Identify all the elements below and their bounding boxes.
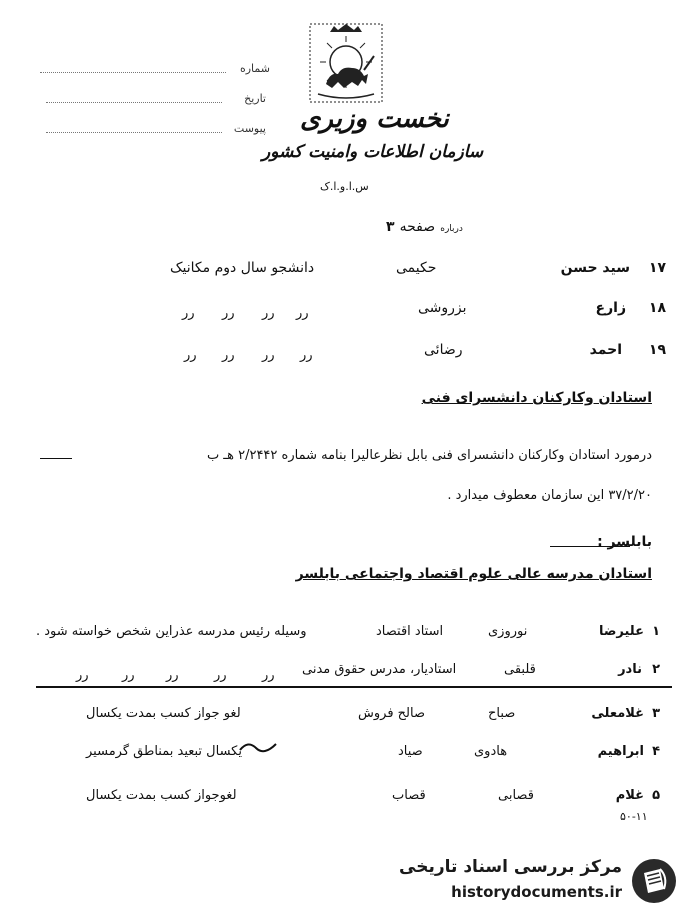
attachment-label: پیوست xyxy=(233,122,266,135)
student-num: ۱۸ xyxy=(648,300,666,316)
babolsar-heading: استادان مدرسه عالی علوم اقتصاد واجتماعی بابلسر xyxy=(295,566,652,582)
row-role: استاد اقتصاد xyxy=(376,624,444,639)
row-num: ۵ xyxy=(652,788,660,803)
student-num: ۱۷ xyxy=(648,260,666,276)
student-last-name: رضائی xyxy=(424,342,463,358)
ditto-mark: رر xyxy=(122,668,135,683)
row-num: ۳ xyxy=(652,706,660,721)
number-label: شماره xyxy=(239,62,270,75)
city-heading: بابلسر : xyxy=(597,534,652,550)
ditto-mark: رر xyxy=(300,348,313,363)
row-first-name: ابراهیم xyxy=(597,744,644,759)
lion-and-sun-emblem-icon xyxy=(308,22,384,104)
page-note-prefix: درباره xyxy=(440,224,463,234)
ditto-mark: رر xyxy=(214,668,227,683)
row-role: استادیار، مدرس حقوق مدنی xyxy=(302,662,457,677)
row-last-name: صباح xyxy=(488,706,516,721)
row-last-name: نوروزی xyxy=(488,624,528,639)
ditto-mark: رر xyxy=(262,668,275,683)
number-dots xyxy=(40,72,226,73)
row-first-name: نادر xyxy=(618,662,642,677)
ditto-mark: رر xyxy=(182,306,195,321)
ditto-mark: رر xyxy=(262,348,275,363)
ditto-mark: رر xyxy=(184,348,197,363)
attachment-field xyxy=(46,122,266,138)
row-note: یکسال تبعید بمناطق گرمسیر xyxy=(86,744,242,759)
archive-name: مرکز بررسی اسناد تاریخی xyxy=(399,857,622,877)
date-dots xyxy=(46,102,222,103)
faculty-paragraph-line2: ۳۷/۲/۲۰ این سازمان معطوف میدارد . xyxy=(447,488,652,503)
row-note: لغوجواز کسب بمدت یکسال xyxy=(86,788,237,803)
date-field xyxy=(46,92,266,108)
row-note: لغو جواز کسب بمدت یکسال xyxy=(86,706,241,721)
ditto-mark: رر xyxy=(296,306,309,321)
org-subtitle: سازمان اطلاعات وامنیت کشور xyxy=(262,142,484,162)
city-underline xyxy=(550,546,630,547)
archive-watermark xyxy=(386,853,686,909)
horizontal-rule xyxy=(36,686,672,688)
row-last-name: قصابی xyxy=(498,788,534,803)
page-note-label: صفحه xyxy=(399,219,436,235)
attachment-dots xyxy=(46,132,222,133)
org-code: س.ا.و.ا.ک xyxy=(320,180,369,193)
page-note xyxy=(386,216,463,235)
row-last-name: هادوی xyxy=(474,744,508,759)
ditto-mark: رر xyxy=(262,306,275,321)
row-note: وسیله رئیس مدرسه عذراین شخص خواسته شود . xyxy=(36,624,307,639)
ink-mark-icon xyxy=(236,736,280,758)
row-first-name: علیرضا xyxy=(598,624,644,639)
student-first-name: احمد xyxy=(589,342,622,358)
row-role: قصاب xyxy=(392,788,426,803)
student-last-name: بزروشی xyxy=(418,300,467,316)
row-last-name: قلبقی xyxy=(504,662,536,677)
student-desc: دانشجو سال دوم مکانیک xyxy=(170,260,315,276)
row-num: ۲ xyxy=(652,662,660,677)
student-num: ۱۹ xyxy=(648,342,666,358)
archive-logo-icon xyxy=(630,857,678,905)
ditto-mark: رر xyxy=(222,306,235,321)
paragraph-dash xyxy=(40,458,72,459)
row-role: صالح فروش xyxy=(358,706,426,721)
student-first-name: سید حسن xyxy=(560,260,630,276)
row-first-name: غلامعلی xyxy=(591,706,644,721)
page-number: ۳ xyxy=(386,219,395,235)
row-role: صیاد xyxy=(398,744,423,759)
ditto-mark: رر xyxy=(166,668,179,683)
archive-url: historydocuments.ir xyxy=(451,883,622,901)
student-first-name: زارع xyxy=(595,300,626,316)
row-num: ۴ xyxy=(652,744,660,759)
date-label: تاریخ xyxy=(244,92,266,105)
row-first-name: غلام xyxy=(615,788,644,803)
footer-code: ۵۰-۱۱ xyxy=(620,810,648,823)
number-field xyxy=(40,62,270,78)
org-title: نخست وزیری xyxy=(300,104,449,134)
faculty-heading: استادان وکارکنان دانشسرای فنی xyxy=(421,390,652,406)
ditto-mark: رر xyxy=(76,668,89,683)
row-num: ۱ xyxy=(652,624,660,639)
faculty-paragraph-line1: درمورد استادان وکارکنان دانشسرای فنی بابل نظرعالیرا بنامه شماره ۲/۲۴۴۲ هـ ب xyxy=(206,448,652,463)
ditto-mark: رر xyxy=(222,348,235,363)
student-last-name: حکیمی xyxy=(396,260,437,276)
